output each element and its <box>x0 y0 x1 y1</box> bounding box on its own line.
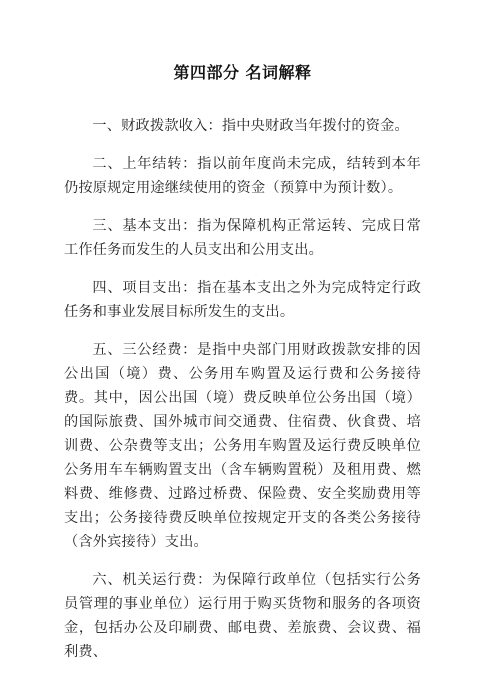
paragraph-project-expenditure: 四、项目支出：指在基本支出之外为完成特定行政任务和事业发展目标所发生的支出。 <box>64 280 421 320</box>
page-title: 第四部分 名词解释 <box>173 63 312 82</box>
paragraph-fiscal-appropriation-income: 一、财政拨款收入：指中央财政当年拨付的资金。 <box>92 118 409 134</box>
paragraph-basic-expenditure: 三、基本支出：指为保障机构正常运转、完成日常工作任务而发生的人员支出和公用支出。 <box>64 218 421 258</box>
paragraph-three-public-expenses: 五、三公经费：是指中央部门用财政拨款安排的因公出国（境）费、公务用车购置及运行费和公务接待费。其中，因公出国（境）费反映单位公务出国（境）的国际旅费、国外城市间交通费、住宿费、伙食费、培训费、公杂费等支出；公务用车购置及运行费反映单位公务用车车辆购置支出（含车辆购置税）及租用费、燃料费、维修费、过路过桥费、保险费、安全奖励费用等支出；公务接待费反映单位按规定开支的各类公务接待（含外宾接待）支出。 <box>64 342 421 550</box>
paragraph-prior-year-carryover: 二、上年结转：指以前年度尚未完成，结转到本年仍按原规定用途继续使用的资金（预算中为预计数）。 <box>64 156 421 196</box>
paragraph-agency-operating-expenses: 六、机关运行费：为保障行政单位（包括实行公务员管理的事业单位）运行用于购买货物和服务的各项资金，包括办公及印刷费、邮电费、差旅费、会议费、福利费、 <box>64 572 421 660</box>
